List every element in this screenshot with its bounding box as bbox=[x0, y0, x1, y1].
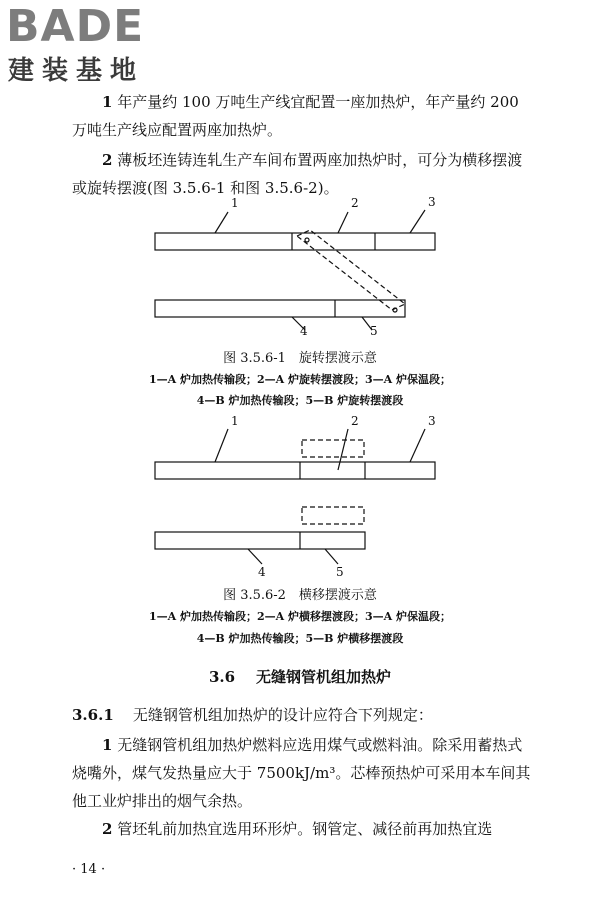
section-title-text: 无缝钢管机组加热炉 bbox=[255, 668, 391, 686]
item-2 bbox=[72, 815, 532, 843]
section-heading bbox=[0, 666, 600, 687]
page-number: · 14 · bbox=[72, 862, 106, 877]
figure-1-legend-line-1: 1—A 炉加热传输段；2—A 炉旋转摆渡段；3—A 炉保温段； bbox=[148, 373, 452, 386]
fig2-label-5: 5 bbox=[336, 565, 344, 579]
fig1-label-3: 3 bbox=[428, 195, 436, 209]
leader-2 bbox=[338, 212, 348, 233]
leader-4 bbox=[248, 549, 262, 564]
fig2-label-3: 3 bbox=[428, 414, 436, 428]
b-furnace-line bbox=[155, 532, 365, 549]
clause-3-6-1 bbox=[72, 701, 532, 729]
rotary-transfer-diagram bbox=[140, 190, 440, 335]
figure-1-legend-line-2: 4—B 炉加热传输段；5—B 炉旋转摆渡段 bbox=[196, 394, 404, 407]
leader-2 bbox=[338, 429, 348, 470]
paragraph-2-text: 薄板坯连铸连轧生产车间布置两座加热炉时，可分为横移摆渡或旋转摆渡(图 3.5.6-1 和图 3.5.6-2)。 bbox=[72, 151, 523, 197]
b-furnace-line bbox=[155, 300, 405, 317]
item-2-text: 管坯轧前加热宜选用环形炉。钢管定、减径前再加热宜选 bbox=[117, 820, 493, 838]
fig2-label-1: 1 bbox=[231, 414, 239, 428]
a-furnace-line bbox=[155, 462, 435, 479]
fig1-label-5: 5 bbox=[370, 324, 378, 335]
fig2-label-2: 2 bbox=[351, 414, 359, 428]
paragraph-1-number: 1 bbox=[102, 93, 113, 111]
fig1-label-1: 1 bbox=[231, 196, 239, 210]
logo-main-text: BADE bbox=[6, 1, 145, 52]
paragraph-1 bbox=[72, 88, 532, 144]
figure-1-caption: 图 3.5.6-1 旋转摆渡示意 bbox=[223, 351, 377, 366]
fig1-label-2: 2 bbox=[351, 196, 359, 210]
paragraph-1-text: 年产量约 100 万吨生产线宜配置一座加热炉，年产量约 200 万吨生产线应配置两座加热炉。 bbox=[72, 93, 519, 139]
logo-sub-text: 建装基地 bbox=[8, 56, 145, 86]
section-number: 3.6 bbox=[208, 668, 236, 686]
leader-3 bbox=[410, 429, 425, 462]
fig1-label-4: 4 bbox=[300, 324, 308, 335]
figure-2-legend-line-2: 4—B 炉加热传输段；5—B 炉横移摆渡段 bbox=[196, 632, 404, 645]
leader-1 bbox=[215, 212, 228, 233]
lateral-upper-dashed bbox=[302, 440, 364, 457]
clause-text: 无缝钢管机组加热炉的设计应符合下列规定： bbox=[132, 706, 433, 724]
figure-2-legend-line-1: 1—A 炉加热传输段；2—A 炉横移摆渡段；3—A 炉保温段； bbox=[148, 610, 452, 623]
clause-number: 3.6.1 bbox=[72, 706, 114, 724]
paragraph-2-number: 2 bbox=[102, 151, 113, 169]
item-1 bbox=[72, 731, 532, 815]
figure-2-caption: 图 3.5.6-2 横移摆渡示意 bbox=[223, 588, 377, 603]
leader-3 bbox=[410, 210, 425, 233]
item-1-text: 无缝钢管机组加热炉燃料应选用煤气或燃料油。除采用蓄热式烧嘴外，煤气发热量应大于 7500kJ/m³。芯棒预热炉可采用本车间其他工业炉排出的烟气余热。 bbox=[72, 736, 531, 810]
item-2-number: 2 bbox=[102, 820, 113, 838]
a-furnace-line bbox=[155, 233, 435, 250]
lateral-transfer-diagram bbox=[140, 412, 440, 582]
leader-5 bbox=[325, 549, 338, 564]
lateral-lower-dashed bbox=[302, 507, 364, 524]
item-1-number: 1 bbox=[102, 736, 113, 754]
bade-logo bbox=[6, 1, 176, 90]
fig2-label-4: 4 bbox=[258, 565, 266, 579]
rotary-path-dashed bbox=[297, 230, 405, 310]
pivot-a bbox=[305, 238, 309, 242]
leader-1 bbox=[215, 429, 228, 462]
